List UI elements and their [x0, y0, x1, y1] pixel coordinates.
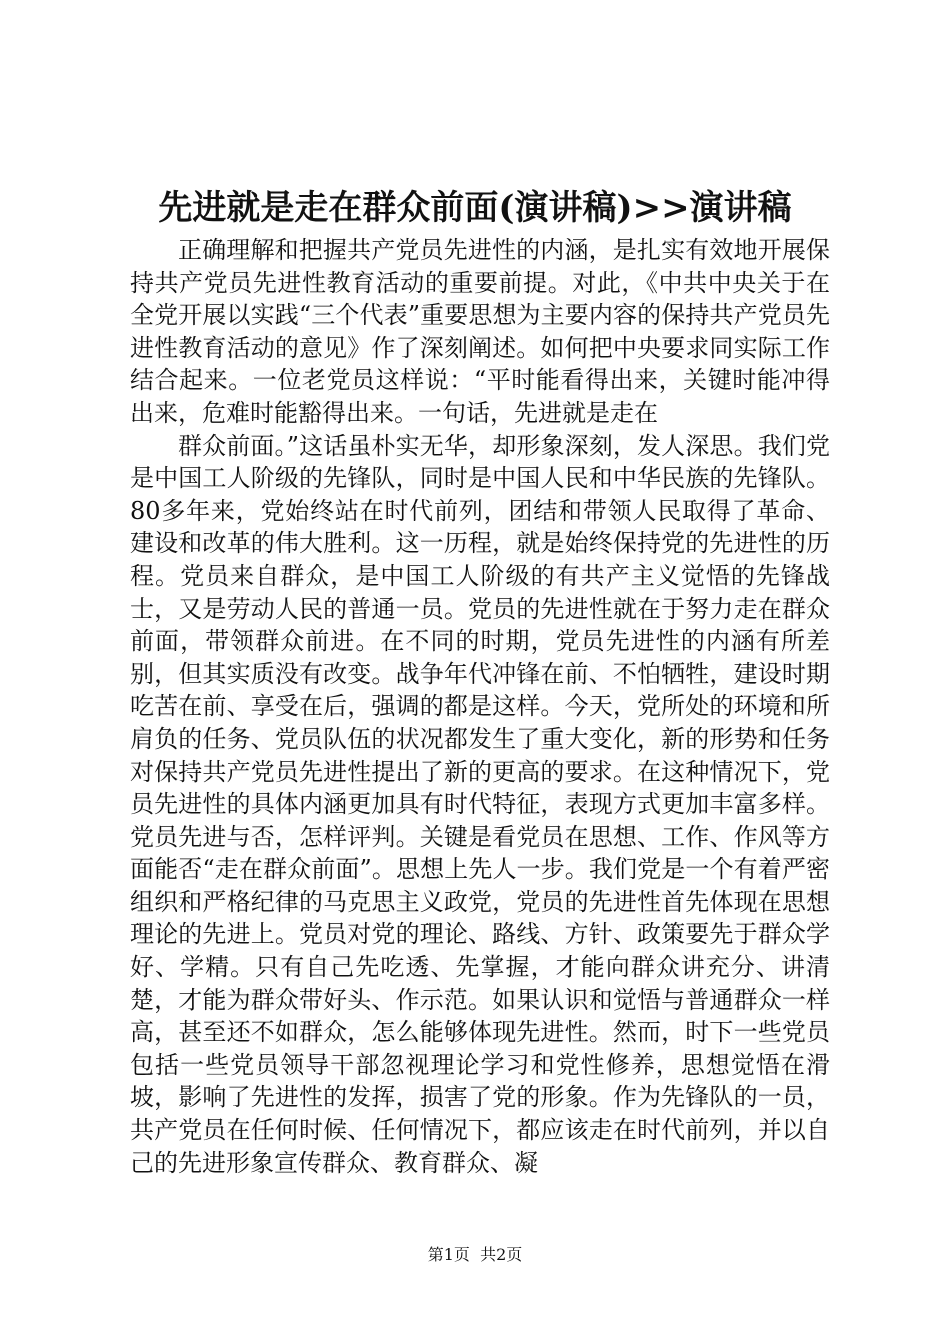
page-number-footer: 第1页 共2页 — [427, 1245, 523, 1264]
paragraph-2: 群众前面。”这话虽朴实无华，却形象深刻，发人深思。我们党是中国工人阶级的先锋队，同时是中国人民和中华民族的先锋队。80多年来，党始终站在时代前列，团结和带领人民取得了革命、建设和改革的伟大胜利。这一历程，就是始终保持党的先进性的历程。党员来自群众，是中国工人阶级的有共产主义觉悟的先锋战士，又是劳动人民的普通一员。党员的先进性就在于努力走在群众前面，带领群众前进。在不同的时期，党员先进性的内涵有所差别，但其实质没有改变。战争年代冲锋在前、不怕牺牲，建设时期吃苦在前、享受在后，强调的都是这样。今天，党所处的环境和所肩负的任务、党员队伍的状况都发生了重大变化，新的形势和任务对保持共产党员先进性提出了新的更高的要求。在这种情况下，党员先进性的具体内涵更加具有时代特征，表现方式更加丰富多样。党员先进与否，怎样评判。关键是看党员在思想、工作、作风等方面能否“走在群众前面”。思想上先人一步。我们党是一个有着严密组织和严格纪律的马克思主义政党，党员的先进性首先体现在思想理论的先进上。党员对党的理论、路线、方针、政策要先于群众学好、学精。只有自己先吃透、先掌握，才能向群众讲充分、讲清楚，才能为群众带好头、作示范。如果认识和觉悟与普通群众一样高，甚至还不如群众，怎么能够体现先进性。然而，时下一些党员包括一些党员领导干部忽视理论学习和党性修养，思想觉悟在滑坡，影响了先进性的发挥，损害了党的形象。作为先锋队的一员，共产党员在任何时候、任何情况下，都应该走在时代前列，并以自己的先进形象宣传群众、教育群众、凝 — [130, 431, 830, 1177]
paragraph-1: 正确理解和把握共产党员先进性的内涵，是扎实有效地开展保持共产党员先进性教育活动的重要前提。对此，《中共中央关于在全党开展以实践“三个代表”重要思想为主要内容的保持共产党员先进性教育活动的意见》作了深刻阐述。如何把中央要求同实际工作结合起来。一位老党员这样说：“平时能看得出来，关键时能冲得出来，危难时能豁得出来。一句话，先进就是走在 — [130, 236, 830, 427]
document-body — [130, 234, 830, 1179]
document-title: 先进就是走在群众前面(演讲稿)>>演讲稿 — [158, 188, 792, 228]
